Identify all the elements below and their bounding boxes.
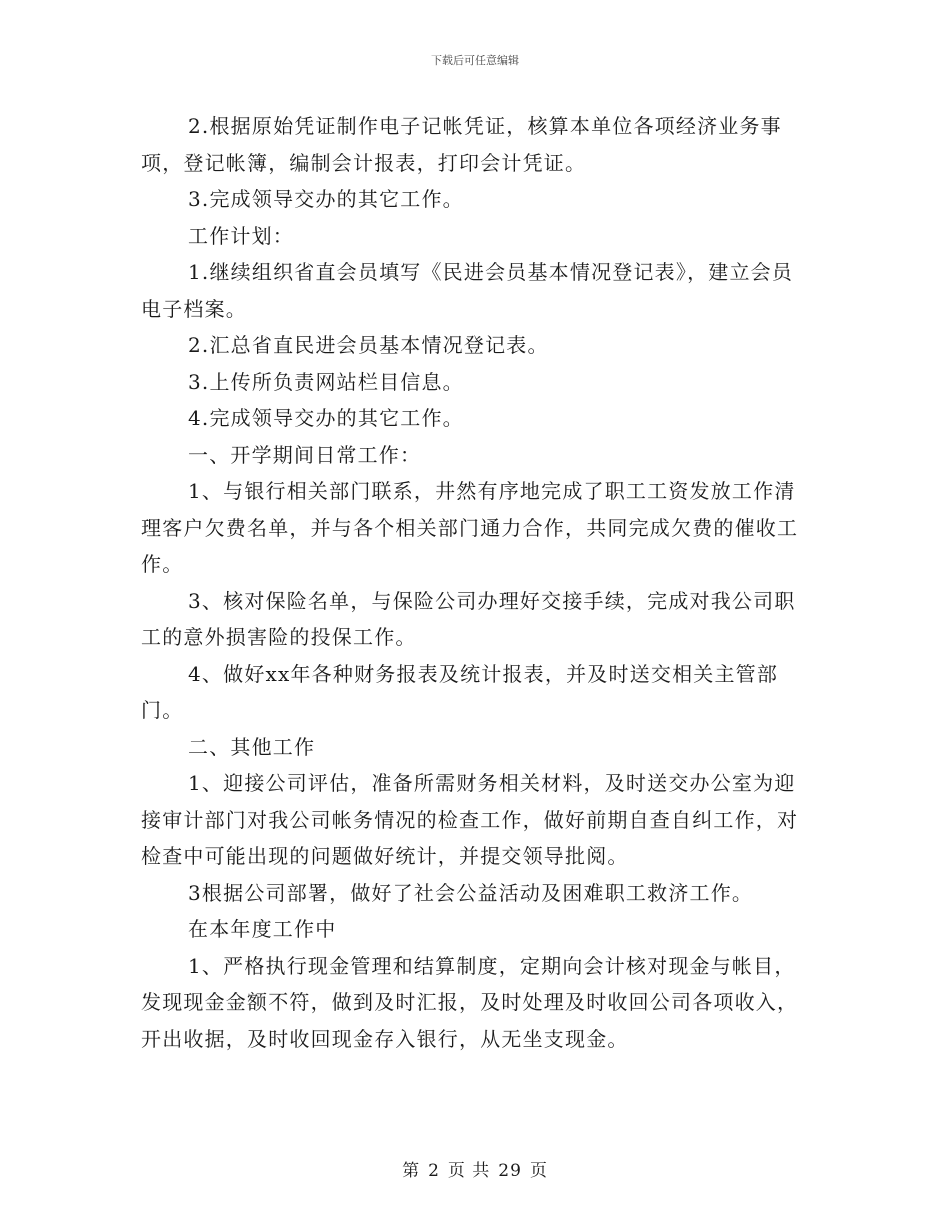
paragraph: 二、其他工作 — [188, 734, 316, 759]
page-total: 29 — [498, 1161, 522, 1181]
page-number: 2 — [428, 1161, 440, 1181]
header-note: 下载后可任意编辑 — [431, 54, 519, 67]
paragraph: 一、开学期间日常工作： — [188, 442, 422, 467]
paragraph: 工作计划： — [188, 223, 294, 248]
footer-middle: 页 共 — [447, 1161, 491, 1181]
paragraph: 4.完成领导交办的其它工作。 — [188, 406, 464, 430]
paragraph: 1.继续组织省直会员填写《民进会员基本情况登记表》，建立会员电子档案。 — [141, 260, 794, 321]
paragraph: 2.根据原始凭证制作电子记帐凭证，核算本单位各项经济业务事项，登记帐簿，编制会计报表，打印会计凭证。 — [141, 114, 782, 175]
paragraph: 3.上传所负责网站栏目信息。 — [188, 369, 464, 394]
footer-suffix: 页 — [529, 1161, 548, 1181]
paragraph: 1、与银行相关部门联系，井然有序地完成了职工工资发放工作清理客户欠费名单，并与各个相关部门通力合作，共同完成欠费的催收工作。 — [141, 479, 799, 576]
page-footer — [0, 1156, 950, 1181]
paragraph: 2.汇总省直民进会员基本情况登记表。 — [188, 333, 549, 357]
paragraph: 3.完成领导交办的其它工作。 — [188, 187, 464, 211]
paragraph: 3、核对保险名单，与保险公司办理好交接手续，完成对我公司职工的意外损害险的投保工作。 — [141, 588, 796, 649]
paragraph: 在本年度工作中 — [188, 917, 337, 941]
paragraph: 1、严格执行现金管理和结算制度，定期向会计核对现金与帐目，发现现金金额不符，做到及时汇报，及时处理及时收回公司各项收入，开出收据，及时收回现金存入银行，从无坐支现金。 — [141, 953, 799, 1051]
paragraph: 1、迎接公司评估，准备所需财务相关材料，及时送交办公室为迎接审计部门对我公司帐务情况的检查工作，做好前期自查自纠工作，对检查中可能出现的问题做好统计，并提交领导批阅。 — [141, 771, 799, 868]
document-body — [141, 108, 811, 1057]
paragraph: 4、做好xx年各种财务报表及统计报表，并及时送交相关主管部门。 — [141, 661, 779, 722]
paragraph: 3根据公司部署，做好了社会公益活动及困难职工救济工作。 — [188, 880, 754, 905]
footer-prefix: 第 — [402, 1161, 421, 1181]
